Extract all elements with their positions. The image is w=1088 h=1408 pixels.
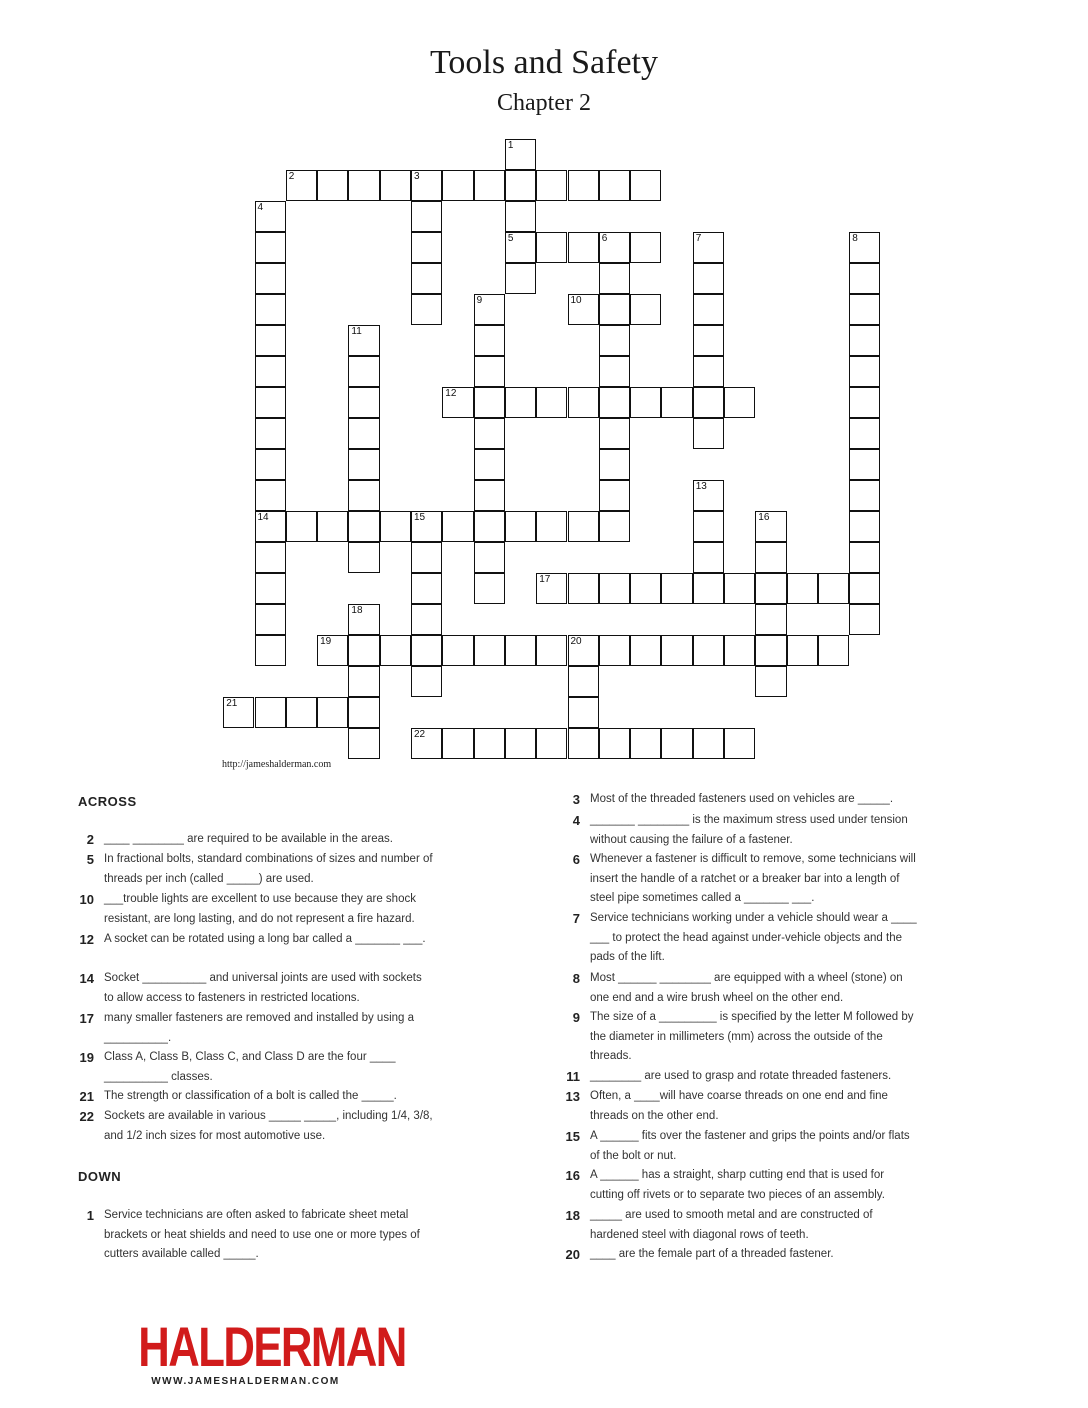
crossword-cell[interactable] (255, 511, 286, 542)
cell-number: 8 (852, 232, 858, 244)
clue-number: 5 (86, 852, 94, 867)
crossword-cell[interactable] (317, 170, 348, 201)
crossword-cell[interactable] (442, 635, 473, 666)
crossword-cell[interactable] (849, 294, 880, 325)
crossword-cell[interactable] (348, 480, 379, 511)
crossword-cell[interactable] (693, 635, 724, 666)
crossword-cell[interactable] (255, 542, 286, 573)
crossword-cell[interactable] (411, 232, 442, 263)
clue-number: 12 (79, 932, 94, 947)
crossword-cell[interactable] (568, 728, 599, 759)
crossword-cell[interactable] (849, 604, 880, 635)
crossword-cell[interactable] (536, 511, 567, 542)
crossword-cell[interactable] (724, 573, 755, 604)
clue-number: 17 (79, 1011, 94, 1026)
crossword-cell[interactable] (849, 449, 880, 480)
crossword-cell[interactable] (411, 263, 442, 294)
crossword-cell[interactable] (599, 170, 630, 201)
crossword-cell[interactable] (474, 449, 505, 480)
crossword-cell[interactable] (505, 728, 536, 759)
logo-url: WWW.JAMESHALDERMAN.COM (151, 1376, 340, 1387)
clue-number: 9 (572, 1010, 580, 1025)
crossword-cell[interactable] (568, 294, 599, 325)
crossword-cell[interactable] (599, 449, 630, 480)
clue-text: Service technicians working under a vehicle should wear a ____ ___ to protect the head against under-vehicle objects and the pads of the lift. (590, 912, 917, 964)
crossword-cell[interactable] (599, 511, 630, 542)
crossword-cell[interactable] (568, 232, 599, 263)
clue-number: 8 (572, 971, 580, 986)
crossword-cell[interactable] (348, 666, 379, 697)
crossword-cell[interactable] (849, 418, 880, 449)
crossword-cell[interactable] (661, 387, 692, 418)
crossword-cell[interactable] (411, 728, 442, 759)
crossword-cell[interactable] (693, 294, 724, 325)
down-clue (565, 1127, 920, 1166)
cell-number: 14 (257, 511, 269, 523)
crossword-cell[interactable] (348, 170, 379, 201)
clue-number: 3 (572, 792, 580, 807)
crossword-cell[interactable] (787, 635, 818, 666)
clue-number: 22 (79, 1109, 94, 1124)
crossword-cell[interactable] (724, 387, 755, 418)
crossword-cell[interactable] (755, 666, 786, 697)
clue-number: 6 (572, 852, 580, 867)
crossword-cell[interactable] (568, 387, 599, 418)
cell-number: 1 (507, 139, 514, 151)
crossword-cell[interactable] (348, 728, 379, 759)
crossword-cell[interactable] (630, 387, 661, 418)
crossword-cell[interactable] (755, 511, 786, 542)
down-clue (566, 1067, 920, 1087)
crossword-cell[interactable] (693, 480, 724, 511)
crossword-cell[interactable] (348, 511, 379, 542)
cell-number: 12 (445, 387, 457, 399)
crossword-cell[interactable] (849, 325, 880, 356)
crossword-cell[interactable] (255, 604, 286, 635)
crossword-cell[interactable] (849, 356, 880, 387)
crossword-cell[interactable] (849, 573, 880, 604)
crossword-cell[interactable] (693, 356, 724, 387)
crossword-cell[interactable] (442, 511, 473, 542)
clue-text: Class A, Class B, Class C, and Class D are the four ____ __________ classes. (104, 1051, 396, 1083)
down-clue (572, 811, 920, 850)
crossword-cell[interactable] (630, 573, 661, 604)
crossword-cell[interactable] (630, 294, 661, 325)
crossword-cell[interactable] (693, 263, 724, 294)
crossword-cell[interactable] (568, 170, 599, 201)
crossword-cell[interactable] (505, 170, 536, 201)
crossword-cell[interactable] (599, 635, 630, 666)
crossword-cell[interactable] (411, 542, 442, 573)
clue-number: 10 (79, 892, 94, 907)
cell-number: 3 (414, 170, 420, 182)
crossword-cell[interactable] (348, 635, 379, 666)
down-clue (572, 909, 920, 968)
crossword-cell[interactable] (255, 449, 286, 480)
clue-number: 20 (565, 1247, 580, 1262)
clue-text: In fractional bolts, standard combinations of sizes and number of threads per inch (called _____) are used. (104, 853, 433, 885)
crossword-cell[interactable] (255, 325, 286, 356)
crossword-cell[interactable] (348, 325, 379, 356)
cell-number: 6 (601, 232, 608, 244)
crossword-cell[interactable] (849, 480, 880, 511)
crossword-cell[interactable] (599, 418, 630, 449)
clue-number: 18 (565, 1208, 580, 1223)
across-clue (86, 850, 434, 889)
crossword-cell[interactable] (693, 232, 724, 263)
crossword-cell[interactable] (348, 387, 379, 418)
crossword-cell[interactable] (474, 480, 505, 511)
across-clue (79, 1048, 434, 1087)
down-clue (572, 1008, 920, 1067)
crossword-cell[interactable] (661, 573, 692, 604)
crossword-cell[interactable] (255, 480, 286, 511)
crossword-cell[interactable] (411, 511, 442, 542)
clue-text: A ______ has a straight, sharp cutting end that is used for cutting off rivets or to separate two pieces of an assembly. (590, 1169, 885, 1201)
cell-number: 4 (257, 201, 264, 213)
clue-text: The size of a _________ is specified by the letter M followed by the diameter in millimeters (mm) across the outside of the threads. (590, 1011, 914, 1063)
crossword-cell[interactable] (755, 542, 786, 573)
cell-number: 2 (288, 170, 295, 182)
crossword-cell[interactable] (630, 232, 661, 263)
crossword-cell[interactable] (317, 635, 348, 666)
crossword-cell[interactable] (630, 635, 661, 666)
crossword-cell[interactable] (255, 697, 286, 728)
cell-number: 20 (570, 635, 582, 647)
halderman-logo (108, 1315, 406, 1387)
cell-number: 17 (539, 573, 551, 585)
page-title: Tools and Safety (429, 44, 659, 81)
crossword-cell[interactable] (474, 170, 505, 201)
down-clue (565, 1206, 920, 1245)
down-clue (572, 850, 920, 909)
clue-number: 2 (86, 832, 94, 847)
clue-text: Socket __________ and universal joints are used with sockets to allow access to fasteners in restricted locations. (104, 972, 422, 1004)
across-clue (79, 1087, 434, 1107)
clue-text: Service technicians are often asked to fabricate sheet metal brackets or heat shields and need to use one or more types of cutters available called _____. (104, 1209, 420, 1261)
down-clue (565, 1087, 920, 1126)
clue-number: 19 (79, 1050, 94, 1065)
crossword-cell[interactable] (474, 294, 505, 325)
clue-text: _______ ________ is the maximum stress used under tension without causing the failure of a fastener. (590, 814, 908, 846)
across-clue (79, 930, 434, 950)
crossword-cell[interactable] (818, 573, 849, 604)
crossword-cell[interactable] (348, 356, 379, 387)
cell-number: 21 (226, 697, 238, 709)
crossword-cell[interactable] (474, 356, 505, 387)
crossword-cell[interactable] (255, 573, 286, 604)
crossword-cell[interactable] (787, 573, 818, 604)
cell-number: 9 (476, 294, 483, 306)
crossword-cell[interactable] (536, 232, 567, 263)
crossword-cell[interactable] (599, 356, 630, 387)
across-clue (79, 969, 434, 1008)
clue-number: 14 (79, 971, 94, 986)
crossword-cell[interactable] (505, 387, 536, 418)
down-clue (86, 1206, 434, 1265)
crossword-cell[interactable] (693, 511, 724, 542)
crossword-cell[interactable] (442, 170, 473, 201)
crossword-cell[interactable] (849, 263, 880, 294)
crossword-cell[interactable] (411, 573, 442, 604)
crossword-cell[interactable] (818, 635, 849, 666)
crossword-cell[interactable] (223, 697, 254, 728)
cell-number: 22 (414, 728, 426, 740)
crossword-cell[interactable] (474, 635, 505, 666)
crossword-cell[interactable] (380, 170, 411, 201)
crossword-cell[interactable] (599, 325, 630, 356)
clue-text: _____ are used to smooth metal and are constructed of hardened steel with diagonal rows of teeth. (590, 1209, 873, 1241)
clue-number: 11 (566, 1069, 580, 1084)
crossword-cell[interactable] (411, 666, 442, 697)
crossword-cell[interactable] (724, 635, 755, 666)
crossword-cell[interactable] (380, 635, 411, 666)
across-clue (86, 830, 434, 850)
cell-number: 19 (320, 635, 332, 647)
crossword-cell[interactable] (348, 604, 379, 635)
crossword-cell[interactable] (568, 635, 599, 666)
crossword-cell[interactable] (255, 294, 286, 325)
source-url: http://jameshalderman.com (222, 759, 332, 770)
crossword-cell[interactable] (505, 263, 536, 294)
cell-number: 11 (351, 325, 362, 337)
crossword-cell[interactable] (411, 201, 442, 232)
cell-number: 15 (414, 511, 426, 523)
crossword-cell[interactable] (755, 604, 786, 635)
cell-number: 16 (758, 511, 770, 523)
clue-number: 15 (565, 1129, 580, 1144)
crossword-cell[interactable] (255, 635, 286, 666)
cell-number: 13 (695, 480, 707, 492)
down-clue (565, 1166, 920, 1205)
crossword-cell[interactable] (348, 542, 379, 573)
crossword-cell[interactable] (630, 728, 661, 759)
crossword-cell[interactable] (505, 201, 536, 232)
clue-text: Whenever a fastener is difficult to remove, some technicians will insert the handle of a ratchet or a breaker bar into a length of steel pipe sometimes called a _______ ___. (590, 853, 916, 905)
crossword-cell[interactable] (849, 511, 880, 542)
across-heading: ACROSS (78, 794, 137, 809)
clue-text: Most ______ ________ are equipped with a wheel (stone) on one end and a wire brush wheel on the other end. (590, 972, 903, 1004)
clue-text: ________ are used to grasp and rotate threaded fasteners. (590, 1070, 892, 1082)
clue-text: Often, a ____will have coarse threads on one end and fine threads on the other end. (590, 1090, 888, 1122)
cell-number: 7 (695, 232, 702, 244)
down-clue (572, 790, 920, 810)
crossword-cell[interactable] (286, 511, 317, 542)
crossword-cell[interactable] (505, 635, 536, 666)
crossword-cell[interactable] (317, 511, 348, 542)
crossword-cell[interactable] (693, 325, 724, 356)
crossword-cell[interactable] (849, 542, 880, 573)
crossword-cell[interactable] (505, 511, 536, 542)
crossword-cell[interactable] (255, 418, 286, 449)
page-subtitle: Chapter 2 (497, 90, 591, 116)
crossword-cell[interactable] (348, 449, 379, 480)
clue-number: 21 (79, 1089, 94, 1104)
crossword-cell[interactable] (255, 232, 286, 263)
clue-number: 16 (565, 1168, 580, 1183)
crossword-cell[interactable] (755, 573, 786, 604)
crossword-cell[interactable] (505, 139, 536, 170)
clue-text: A socket can be rotated using a long bar called a _______ ___. (104, 933, 426, 945)
crossword-cell[interactable] (599, 387, 630, 418)
crossword-cell[interactable] (380, 511, 411, 542)
crossword-cell[interactable] (536, 728, 567, 759)
crossword-cell[interactable] (442, 387, 473, 418)
across-clue (79, 1009, 434, 1048)
crossword-cell[interactable] (536, 387, 567, 418)
crossword-cell[interactable] (474, 325, 505, 356)
crossword-cell[interactable] (474, 542, 505, 573)
cell-number: 5 (507, 232, 514, 244)
crossword-cell[interactable] (255, 201, 286, 232)
crossword-cell[interactable] (505, 232, 536, 263)
crossword-cell[interactable] (693, 573, 724, 604)
crossword-cell[interactable] (474, 387, 505, 418)
cell-number: 18 (351, 604, 363, 616)
down-clue (572, 969, 920, 1008)
cell-number: 10 (570, 294, 582, 306)
crossword-cell[interactable] (348, 418, 379, 449)
crossword-cell[interactable] (599, 480, 630, 511)
crossword-cell[interactable] (599, 728, 630, 759)
crossword-cell[interactable] (661, 728, 692, 759)
down-heading: DOWN (78, 1169, 122, 1184)
crossword-cell[interactable] (411, 604, 442, 635)
crossword-cell[interactable] (599, 294, 630, 325)
crossword-cell[interactable] (849, 232, 880, 263)
crossword-cell[interactable] (348, 697, 379, 728)
crossword-cell[interactable] (599, 232, 630, 263)
crossword-cell[interactable] (255, 387, 286, 418)
crossword-cell[interactable] (693, 418, 724, 449)
crossword-cell[interactable] (442, 728, 473, 759)
crossword-cell[interactable] (693, 728, 724, 759)
clue-text: A ______ fits over the fastener and grips the points and/or flats of the bolt or nut. (590, 1130, 910, 1162)
crossword-cell[interactable] (755, 635, 786, 666)
crossword-cell[interactable] (599, 263, 630, 294)
across-clue (79, 890, 434, 929)
clue-number: 4 (572, 813, 580, 828)
clue-text: Most of the threaded fasteners used on vehicles are _____. (590, 793, 894, 805)
crossword-cell[interactable] (411, 635, 442, 666)
crossword-cell[interactable] (568, 697, 599, 728)
clue-number: 1 (86, 1208, 94, 1223)
crossword-cell[interactable] (255, 356, 286, 387)
clue-text: many smaller fasteners are removed and installed by using a __________. (104, 1012, 415, 1044)
crossword-cell[interactable] (724, 728, 755, 759)
crossword-cell[interactable] (568, 511, 599, 542)
crossword-cell[interactable] (630, 170, 661, 201)
clue-text: ____ ________ are required to be available in the areas. (104, 833, 393, 845)
crossword-cell[interactable] (411, 170, 442, 201)
clue-number: 13 (565, 1089, 580, 1104)
crossword-cell[interactable] (568, 666, 599, 697)
clue-text: ___trouble lights are excellent to use because they are shock resistant, are long lasting, and do not represent a fire hazard. (104, 893, 416, 925)
crossword-cell[interactable] (474, 573, 505, 604)
crossword-cell[interactable] (474, 418, 505, 449)
crossword-cell[interactable] (661, 635, 692, 666)
crossword-cell[interactable] (849, 387, 880, 418)
crossword-cell[interactable] (693, 542, 724, 573)
clue-text: Sockets are available in various _____ _____, including 1/4, 3/8, and 1/2 inch sizes for most automotive use. (104, 1110, 433, 1142)
crossword-cell[interactable] (255, 263, 286, 294)
crossword-cell[interactable] (693, 387, 724, 418)
crossword-cell[interactable] (536, 573, 567, 604)
crossword-cell[interactable] (568, 573, 599, 604)
crossword-cell[interactable] (411, 294, 442, 325)
across-clue (79, 1107, 434, 1146)
logo-wordmark: HALDERMAN (138, 1315, 406, 1378)
crossword-cell[interactable] (536, 635, 567, 666)
crossword-cell[interactable] (599, 573, 630, 604)
crossword-cell[interactable] (317, 697, 348, 728)
crossword-cell[interactable] (286, 697, 317, 728)
clue-text: ____ are the female part of a threaded fastener. (590, 1248, 834, 1260)
clue-number: 7 (572, 911, 580, 926)
crossword-cell[interactable] (536, 170, 567, 201)
clue-text: The strength or classification of a bolt is called the _____. (104, 1090, 397, 1102)
crossword-cell[interactable] (474, 728, 505, 759)
crossword-cell[interactable] (286, 170, 317, 201)
crossword-cell[interactable] (474, 511, 505, 542)
down-clue (565, 1245, 920, 1265)
